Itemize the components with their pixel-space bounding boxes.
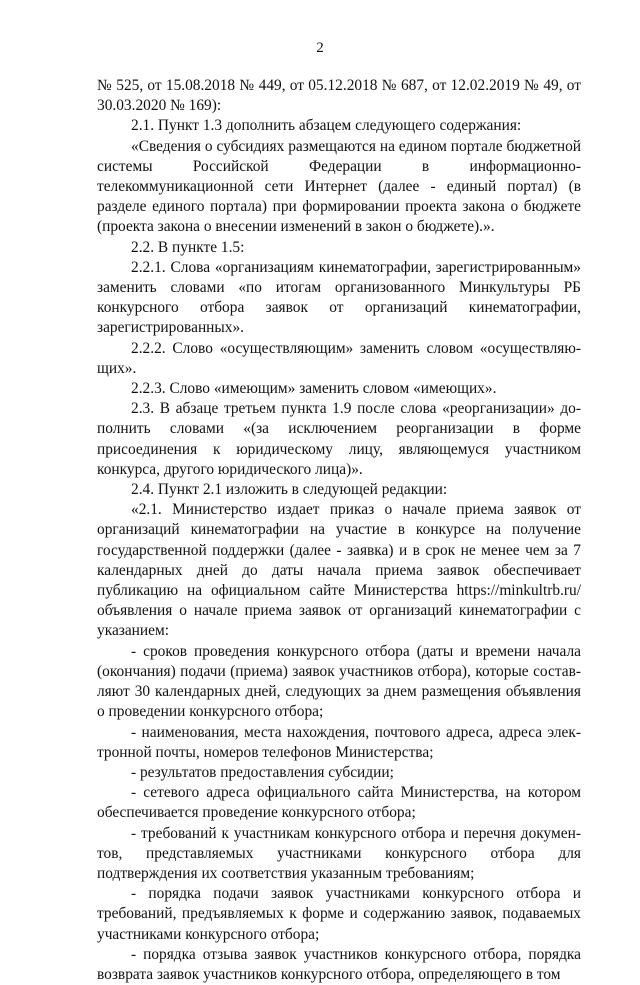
list-item-submission: - порядка подачи заявок участниками конкурсного отбора и требований, предъявляемых к форме и содержанию заявок, подаваемых участниками конкурсного отбора; (97, 885, 581, 943)
paragraph-2-1-quote: «Сведения о субсидиях размещаются на едином портале бюджетной системы Российской Федерации в информационно-телекоммуникационной сети Интернет (далее - единый портал) (в разделе единого портала) при формировании проекта закона о бюджете (проекта закона о внесении изменений в закон о бюджете).». (97, 137, 581, 236)
paragraph-2-1: 2.1. Пункт 1.3 дополнить абзацем следующего содержания: (131, 117, 522, 135)
list-item-withdrawal: - порядка отзыва заявок участников конкурсного отбора, порядка возврата заявок участников конкурсного отбора, определяющего в том (97, 945, 581, 983)
list-item-requirements: - требований к участникам конкурсного отбора и перечня документов, представляемых участниками конкурсного отбора для подтверждения их соответствия указанным требованиям; (97, 824, 581, 882)
paragraph-2-4: 2.4. Пункт 2.1 изложить в следующей редакции: (131, 481, 448, 499)
paragraph-2-2-1: 2.2.1. Слова «организациям кинематографии, зарегистрированным» заменить словами «по итогам организованного Минкультуры РБ конкурсного отбора заявок от организаций кинематографии, зарегистрированных». (97, 258, 581, 337)
paragraph-2-3: 2.3. В абзаце третьем пункта 1.9 после слова «реорганизации» дополнить словами «(за исключением реорганизации в форме присоединения к юридическому лицу, являющемуся участником конкурса, другого юридического лица)». (97, 400, 581, 478)
list-item-website: - сетевого адреса официального сайта Министерства, на котором обеспечивается проведение конкурсного отбора; (97, 784, 581, 822)
paragraph-continuation: № 525, от 15.08.2018 № 449, от 05.12.2018 № 687, от 12.02.2019 № 49, от 30.03.2020 № 169): (97, 77, 581, 115)
paragraph-2-4-quote: «2.1. Министерство издает приказ о начале приема заявок от организаций кинематографии на участие в конкурсе на получение государственной поддержки (далее - заявка) и в срок не менее чем за 7 календарных дней до даты начала приема заявок обеспечивает публикацию на официальном сайте Министерства https://minkultrb.ru/ объявления о начале приема заявок от организаций кинематографии с указанием: (97, 501, 581, 640)
paragraph-2-2: 2.2. В пункте 1.5: (131, 238, 245, 256)
paragraph-2-2-2: 2.2.2. Слово «осуществляющим» заменить словом «осуществляющих». (97, 339, 581, 377)
list-item-results: - результатов предоставления субсидии; (131, 763, 394, 781)
document-body (97, 76, 581, 985)
list-item-contacts: - наименования, места нахождения, почтового адреса, адреса электронной почты, номеров телефонов Министерства; (97, 723, 581, 761)
list-item-deadlines: - сроков проведения конкурсного отбора (даты и времени начала (окончания) подачи (приема) заявок участников отбора), которые составляют 30 календарных дней, следующих за днем размещения объявления о проведении конкурсного отбора; (97, 642, 581, 721)
paragraph-2-2-3: 2.2.3. Слово «имеющим» заменить словом «имеющих». (131, 380, 497, 398)
page-number: 2 (316, 40, 324, 56)
